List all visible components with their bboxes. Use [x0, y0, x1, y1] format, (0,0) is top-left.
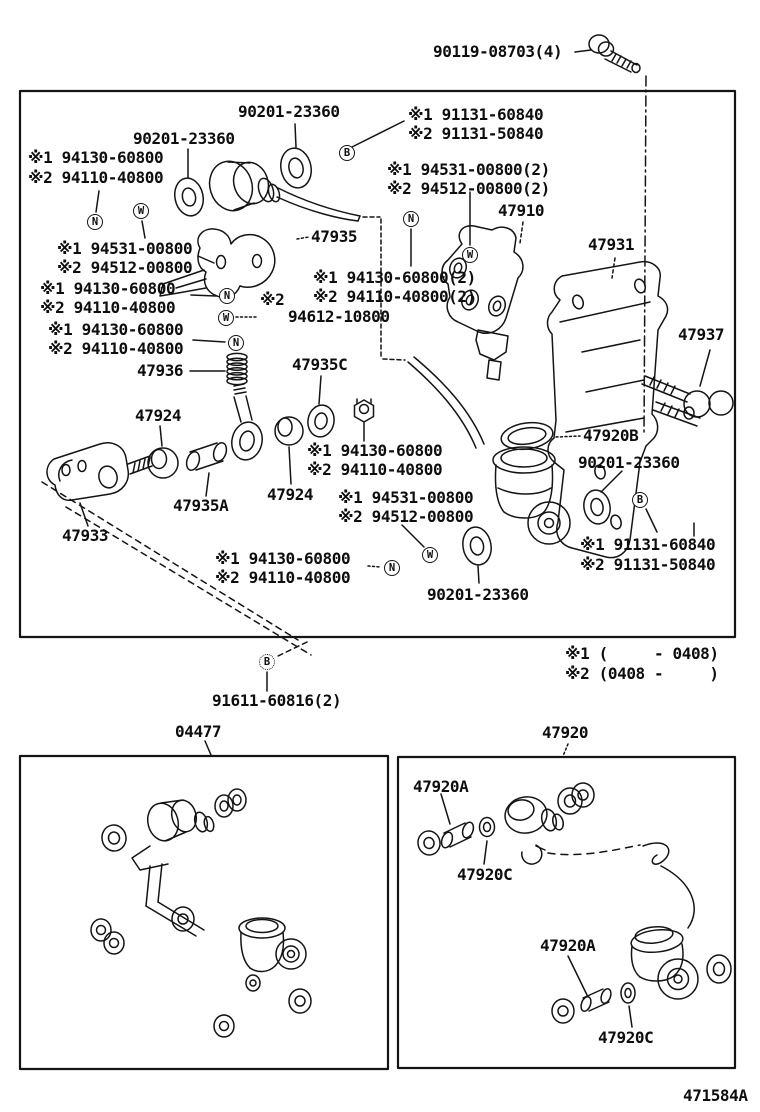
part-label-47936: 47936	[137, 361, 184, 380]
part-label-91611: 91611-60816(2)	[212, 691, 342, 710]
part-label-47920: 47920	[542, 723, 589, 742]
part-label-94110-d2: ※2 94110-40800	[48, 339, 184, 358]
part-label-94110-f2: ※2 94110-40800	[215, 568, 351, 587]
drawing-code: 471584A	[683, 1086, 748, 1105]
part-label-94512-a2: ※2 94512-00800	[57, 258, 193, 277]
legend-note-2: ※2 (0408 - )	[565, 664, 719, 683]
part-label-94130-a1: ※1 94130-60800	[28, 148, 164, 167]
part-label-94130-c1: ※1 94130-60800	[40, 279, 176, 298]
fitting-badge-b: B	[259, 654, 275, 670]
part-label-94130-e1: ※1 94130-60800	[307, 441, 443, 460]
fitting-badge-b: B	[632, 492, 648, 508]
part-label-94110-b2: ※2 94110-40800(2)	[313, 287, 476, 306]
part-label-47933: 47933	[62, 526, 109, 545]
spring-link-art	[190, 353, 266, 462]
fitting-badge-w: W	[422, 547, 438, 563]
kit-left-art	[91, 789, 311, 1037]
part-label-94531-c1: ※1 94531-00800	[338, 488, 474, 507]
part-label-04477: 04477	[175, 722, 222, 741]
part-label-47935C: 47935C	[292, 355, 348, 374]
part-label-47924-r: 47924	[267, 485, 314, 504]
part-label-90201-c: 90201-23360	[578, 453, 680, 472]
fitting-badge-b: B	[339, 145, 355, 161]
part-label-91131-t1: ※1 91131-60840	[408, 105, 544, 124]
part-label-47935A: 47935A	[173, 496, 229, 515]
fitting-badge-n: N	[87, 214, 103, 230]
kit-right-frame	[398, 757, 735, 1068]
part-label-94512-b2: ※2 94512-00800(2)	[387, 179, 550, 198]
part-label-47910: 47910	[498, 201, 545, 220]
part-label-47920B: 47920B	[583, 426, 639, 445]
part-label-94110-c2: ※2 94110-40800	[40, 298, 176, 317]
part-label-47920C-t: 47920C	[457, 865, 513, 884]
part-label-94130-f1: ※1 94130-60800	[215, 549, 351, 568]
part-label-94531-b1: ※1 94531-00800(2)	[387, 160, 550, 179]
part-label-94130-d1: ※1 94130-60800	[48, 320, 184, 339]
part-label-94110-a2: ※2 94110-40800	[28, 168, 164, 187]
part-label-47935: 47935	[311, 227, 358, 246]
ball-bushing-art	[148, 426, 229, 496]
part-label-91131-b2: ※2 91131-50840	[580, 555, 716, 574]
part-label-90119: 90119-08703(4)	[433, 42, 563, 61]
part-label-91131-b1: ※1 91131-60840	[580, 535, 716, 554]
fitting-badge-n: N	[403, 211, 419, 227]
fitting-badge-n: N	[228, 335, 244, 351]
legend-note-1: ※1 ( - 0408)	[565, 644, 719, 663]
part-label-91131-t2: ※2 91131-50840	[408, 124, 544, 143]
part-label-94130-b1: ※1 94130-60800(2)	[313, 268, 476, 287]
part-label-47937: 47937	[678, 325, 725, 344]
part-label-47920A-b: 47920A	[540, 936, 596, 955]
kit-left-frame	[20, 756, 388, 1069]
part-label-90201-d: 90201-23360	[427, 585, 529, 604]
ref-mark-2: ※2	[260, 290, 285, 309]
part-label-47920C-b: 47920C	[598, 1028, 654, 1047]
part-label-90201-a: 90201-23360	[238, 102, 340, 121]
fitting-badge-w: W	[218, 310, 234, 326]
kit-right-art	[416, 783, 731, 1027]
fitting-badge-n: N	[384, 560, 400, 576]
part-label-47924-l: 47924	[135, 406, 182, 425]
part-label-90201-b: 90201-23360	[133, 129, 235, 148]
fitting-badge-n: N	[219, 288, 235, 304]
bracket-art	[548, 258, 668, 558]
part-label-94531-a1: ※1 94531-00800	[57, 239, 193, 258]
part-label-94612: 94612-10800	[288, 307, 390, 326]
part-label-47920A-t: 47920A	[413, 777, 469, 796]
part-label-94110-e2: ※2 94110-40800	[307, 460, 443, 479]
hose-art	[408, 357, 484, 448]
fitting-badge-w: W	[133, 203, 149, 219]
fitting-badge-w: W	[462, 247, 478, 263]
part-label-47931: 47931	[588, 235, 635, 254]
part-label-94512-c2: ※2 94512-00800	[338, 507, 474, 526]
